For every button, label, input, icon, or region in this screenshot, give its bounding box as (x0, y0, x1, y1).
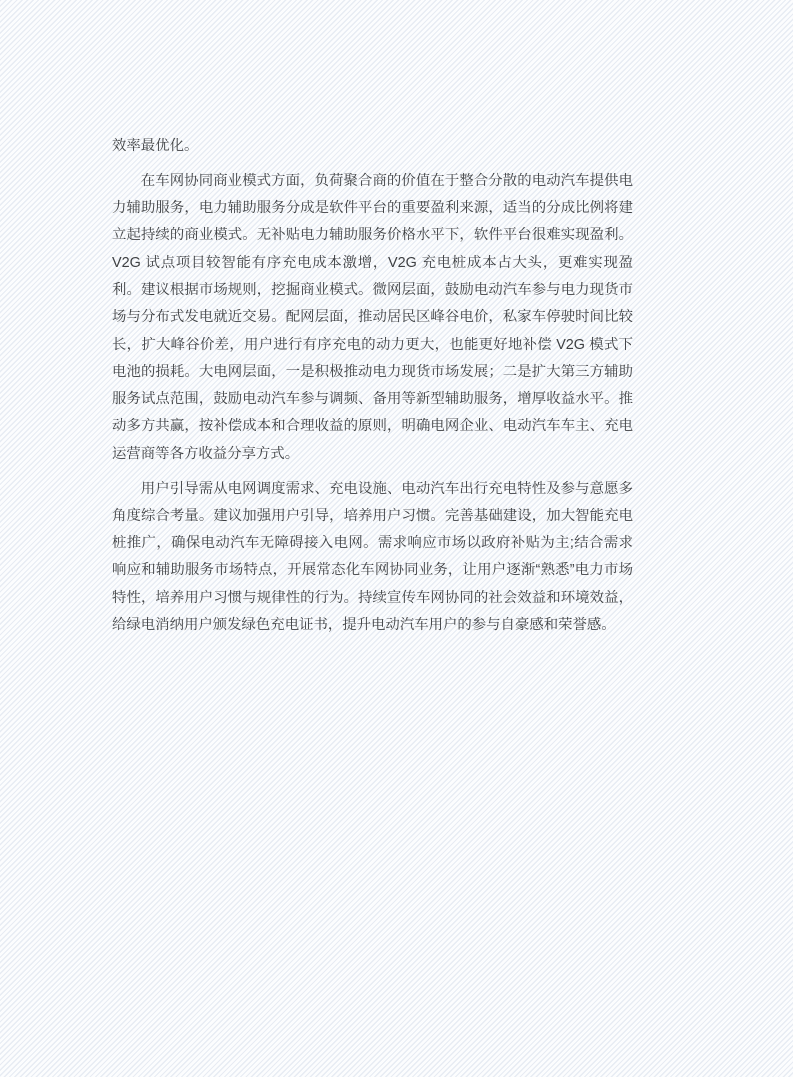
paragraph-continuation: 效率最优化。 (112, 138, 199, 154)
paragraph-user-guidance: 用户引导需从电网调度需求、充电设施、电动汽车出行充电特性及参与意愿多角度综合考量。建议加强用户引导，培养用户习惯。完善基础建设，加大智能充电桩推广，确保电动汽车无障碍接入电网。需求响应市场以政府补贴为主;结合需求响应和辅助服务市场特点，开展常态化车网协同业务，让用户逐渐“熟悉”电力市场特性，培养用户习惯与规律性的行为。持续宣传车网协同的社会效益和环境效益，给绿电消纳用户颁发绿色充电证书，提升电动汽车用户的参与自豪感和荣誉感。 (112, 480, 633, 634)
document-text-block (112, 133, 633, 647)
paragraph-business-model: 在车网协同商业模式方面，负荷聚合商的价值在于整合分散的电动汽车提供电力辅助服务，电力辅助服务分成是软件平台的重要盈利来源，适当的分成比例将建立起持续的商业模式。无补贴电力辅助服务价格水平下，软件平台很难实现盈利。V2G 试点项目较智能有序充电成本激增，V2G 充电桩成本占大头，更难实现盈利。建议根据市场规则，挖掘商业模式。微网层面，鼓励电动汽车参与电力现货市场与分布式发电就近交易。配网层面，推动居民区峰谷电价，私家车停驶时间比较长，扩大峰谷价差，用户进行有序充电的动力更大，也能更好地补偿 V2G 模式下电池的损耗。大电网层面，一是积极推动电力现货市场发展；二是扩大第三方辅助服务试点范围，鼓励电动汽车参与调频、备用等新型辅助服务，增厚收益水平。推动多方共赢，按补偿成本和合理收益的原则，明确电网企业、电动汽车车主、充电运营商等各方收益分享方式。 (112, 172, 633, 462)
